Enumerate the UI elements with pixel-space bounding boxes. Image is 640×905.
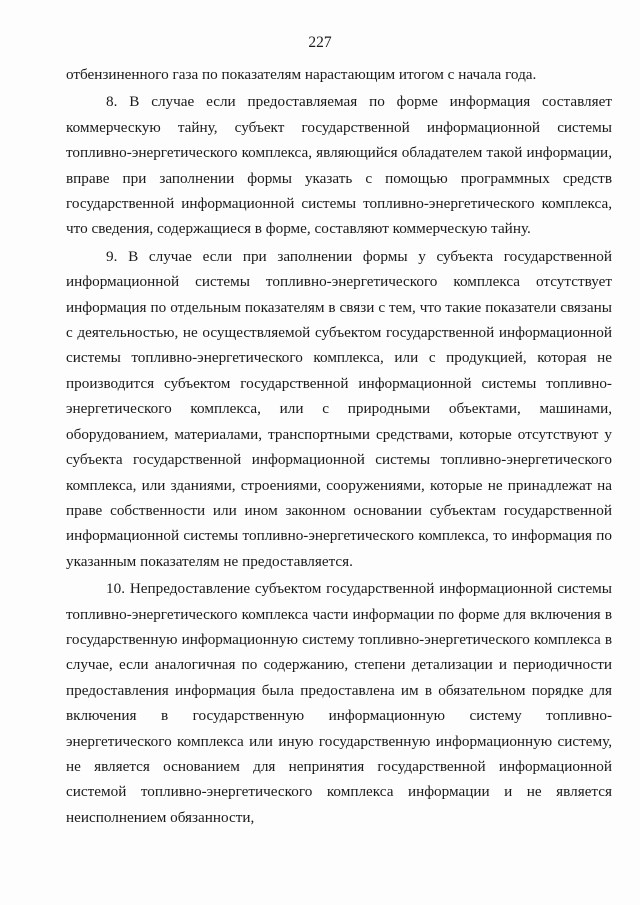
paragraph-item-8: 8. В случае если предоставляемая по форме информация составляет коммерческую тайну, субъект государственной информационной системы топливно-энергетического комплекса, являющийся обладателем такой информации, вправе при заполнении формы указать с помощью программных средств государственной информационной системы топливно-энергетического комплекса, что сведения, содержащиеся в форме, составляют коммерческую тайну. <box>66 93 612 238</box>
paragraph-continuation: отбензиненного газа по показателям нарастающим итогом с начала года. <box>66 66 537 83</box>
paragraph-item-9: 9. В случае если при заполнении формы у субъекта государственной информационной системы топливно-энергетического комплекса отсутствует информация по отдельным показателям в связи с тем, что такие показатели связаны с деятельностью, не осуществляемой субъектом государственной информационной системы топливно-энергетического комплекса, или с продукцией, которая не производится субъектом государственной информационной системы топливно-энергетического комплекса, или с природными объектами, машинами, оборудованием, материалами, транспортными средствами, которые отсутствуют у субъекта государственной информационной системы топливно-энергетического комплекса, или зданиями, строениями, сооружениями, которые не принадлежат на праве собственности или ином законном основании субъектам государственной информационной системы топливно-энергетического комплекса, то информация по указанным показателям не предоставляется. <box>66 247 612 570</box>
page-number: 227 <box>308 34 332 51</box>
document-body <box>66 62 612 830</box>
paragraph-item-10: 10. Непредоставление субъектом государственной информационной системы топливно-энергетического комплекса части информации по форме для включения в государственную информационную систему топливно-энергетического комплекса в случае, если аналогичная по содержанию, степени детализации и периодичности предоставления информация была предоставлена им в обязательном порядке для включения в государственную информационную систему топливно-энергетического комплекса или иную государственную информационную систему, не является основанием для непринятия государственной информационной системой топливно-энергетического комплекса информации и не является неисполнением обязанности, <box>66 580 612 826</box>
